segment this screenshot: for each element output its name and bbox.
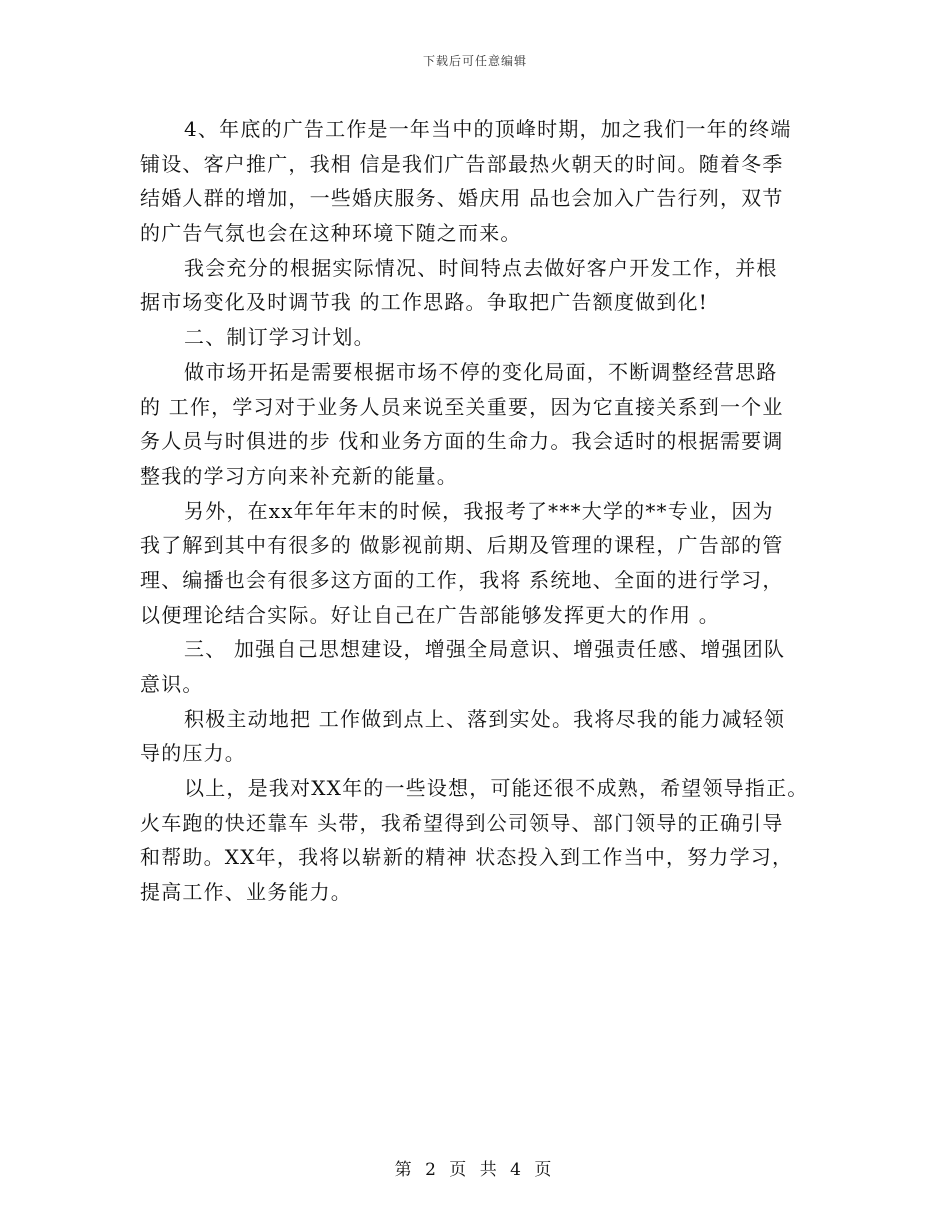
text-line: 三、 加强自己思想建设，增强全局意识、增强责任感、增强团队: [184, 637, 786, 662]
text-line: 提高工作、业务能力。: [140, 880, 352, 905]
text-line: 以便理论结合实际。好让自己在广告部能够发挥更大的作用 。: [140, 602, 720, 627]
text-line: 我了解到其中有很多的 做影视前期、后期及管理的课程，广告部的管: [140, 533, 784, 558]
text-line: 结婚人群的增加，一些婚庆服务、婚庆用 品也会加入广告行列，双节: [140, 186, 784, 211]
text-line: 导的压力。: [140, 741, 246, 766]
text-line: 积极主动地把 工作做到点上、落到实处。我将尽我的能力减轻领: [184, 706, 786, 731]
text-line: 的广告气氛也会在这种环境下随之而来。: [140, 221, 522, 246]
text-line: 意识。: [140, 672, 204, 696]
text-line: 我会充分的根据实际情况、时间特点去做好客户开发工作，并根: [184, 255, 778, 280]
text-line: 据市场变化及时调节我 的工作思路。争取把广告额度做到化!: [140, 290, 708, 315]
text-line: 以上，是我对XX年的一些设想，可能还很不成熟，希望领导指正。: [184, 776, 809, 801]
page-header: 下载后可任意编辑: [422, 54, 527, 68]
text-line: 另外，在xx年年年末的时候，我报考了***大学的**专业，因为: [184, 498, 774, 523]
text-line: 务人员与时俱进的步 伐和业务方面的生命力。我会适时的根据需要调: [140, 429, 784, 454]
text-line: 整我的学习方向来补充新的能量。: [140, 463, 458, 488]
text-line: 4、年底的广告工作是一年当中的顶峰时期，加之我们一年的终端: [184, 117, 792, 141]
text-line: 二、制订学习计划。: [184, 325, 375, 350]
text-line: 理、编播也会有很多这方面的工作，我将 系统地、全面的进行学习，: [140, 567, 784, 592]
text-line: 的 工作，学习对于业务人员来说至关重要，因为它直接关系到一个业: [140, 394, 784, 419]
text-line: 和帮助。XX年，我将以崭新的精神 状态投入到工作当中，努力学习，: [140, 845, 794, 870]
page-number: 第 2 页 共 4 页: [394, 1160, 556, 1180]
text-line: 做市场开拓是需要根据市场不停的变化局面，不断调整经营思路: [184, 359, 778, 384]
text-line: 火车跑的快还靠车 头带，我希望得到公司领导、部门领导的正确引导: [140, 810, 784, 835]
document-body: [140, 112, 812, 910]
text-line: 铺设、客户推广，我相 信是我们广告部最热火朝天的时间。随着冬季: [140, 151, 784, 176]
